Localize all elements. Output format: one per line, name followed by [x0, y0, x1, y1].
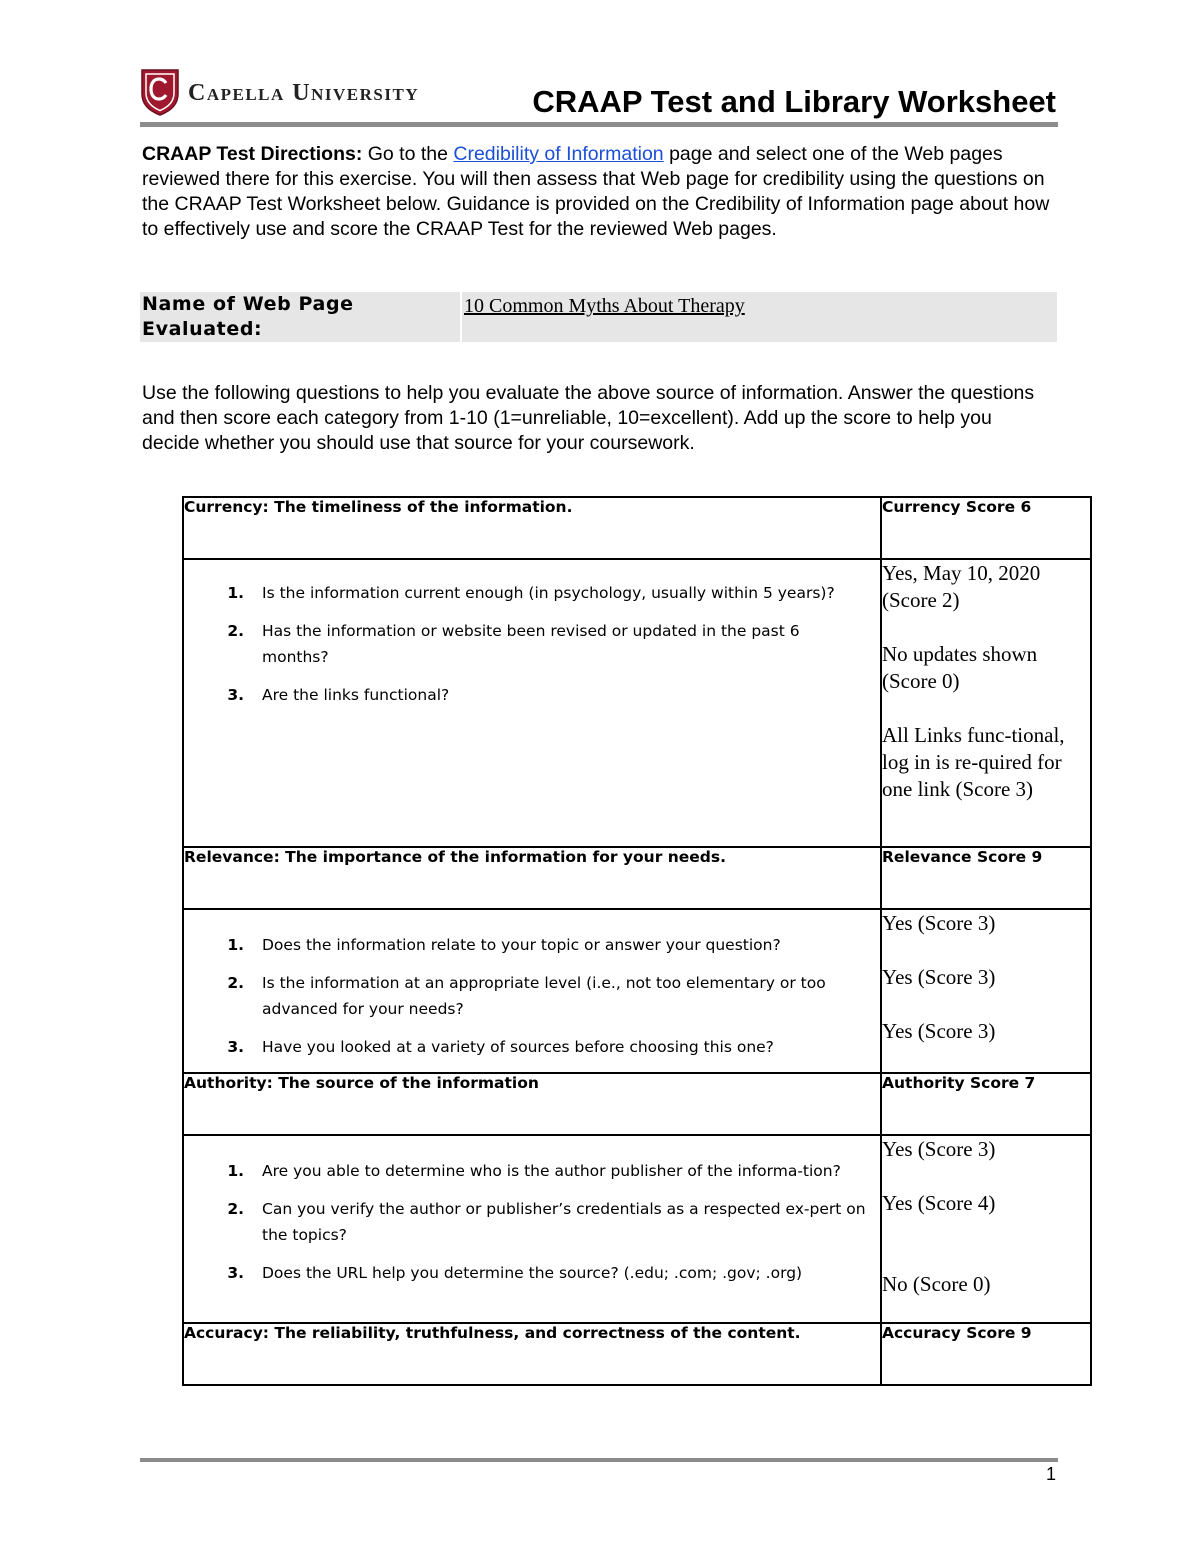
question-item: [184, 1260, 866, 1286]
evaluated-page-name[interactable]: 10 Common Myths About Therapy: [462, 292, 1057, 342]
question-item: [184, 580, 866, 606]
directions-text-after: page and select one of the Web pages reviewed there for this exercise. You will then assess that Web page for credibility using the questions on the CRAAP Test Worksheet below. Guidance is provided on the Credibility of Information page about how to effectively use and score the CRAAP Test for the reviewed Web pages.: [142, 143, 1050, 240]
question-number: 3.: [227, 1264, 244, 1282]
footer-divider: [140, 1458, 1058, 1462]
relevance-header-row: [183, 847, 1091, 909]
accuracy-heading: Accuracy: The reliability, truthfulness, and correctness of the content.: [183, 1323, 881, 1385]
accuracy-header-row: [183, 1323, 1091, 1385]
question-item: [184, 682, 866, 708]
document-title: CRAAP Test and Library Worksheet: [532, 84, 1056, 119]
question-text: Are you able to determine who is the author publisher of the informa-tion?: [262, 1162, 841, 1180]
question-item: [184, 1034, 866, 1060]
shield-icon: [140, 68, 180, 116]
question-number: 2.: [227, 622, 244, 640]
authority-score: Authority Score 7: [881, 1073, 1091, 1135]
answer-text[interactable]: Yes, May 10, 2020 (Score 2): [882, 561, 1041, 612]
authority-questions-row: [183, 1135, 1091, 1323]
craap-table: [182, 496, 1092, 1386]
question-number: 1.: [227, 936, 244, 954]
question-number: 3.: [227, 686, 244, 704]
header-divider: [140, 122, 1058, 127]
directions-paragraph: [142, 142, 1054, 242]
question-number: 2.: [227, 974, 244, 992]
question-text: Has the information or website been revised or updated in the past 6 months?: [262, 622, 800, 666]
question-item: [184, 618, 866, 670]
question-number: 2.: [227, 1200, 244, 1218]
question-text: Is the information at an appropriate level (i.e., not too elementary or too advanced for your needs?: [262, 974, 826, 1018]
question-text: Have you looked at a variety of sources before choosing this one?: [262, 1038, 774, 1056]
authority-heading: Authority: The source of the information: [183, 1073, 881, 1135]
directions-label: CRAAP Test Directions:: [142, 143, 363, 165]
question-number: 3.: [227, 1038, 244, 1056]
question-item: [184, 970, 866, 1022]
answer-text[interactable]: Yes (Score 3): [882, 1019, 996, 1043]
currency-heading: Currency: The timeliness of the information.: [183, 497, 881, 559]
evaluated-label: Name of Web Page Evaluated:: [140, 292, 460, 342]
authority-header-row: [183, 1073, 1091, 1135]
question-number: 1.: [227, 1162, 244, 1180]
answer-text[interactable]: No (Score 0): [882, 1272, 991, 1296]
answer-text[interactable]: Yes (Score 3): [882, 965, 996, 989]
relevance-questions-row: [183, 909, 1091, 1073]
question-item: [184, 932, 866, 958]
capella-logo: [140, 68, 419, 116]
answer-text[interactable]: Yes (Score 4): [882, 1191, 996, 1215]
question-text: Can you verify the author or publisher’s credentials as a respected ex-pert on the topics?: [262, 1200, 866, 1244]
currency-questions-row: [183, 559, 1091, 847]
answer-text[interactable]: Yes (Score 3): [882, 1137, 996, 1161]
credibility-link[interactable]: Credibility of Information: [453, 143, 664, 165]
question-number: 1.: [227, 584, 244, 602]
page-number: 1: [1045, 1464, 1056, 1484]
instructions-paragraph: Use the following questions to help you evaluate the above source of information. Answer the questions and then score each category from 1-10 (1=unreliable, 10=excellent). Add up the score to help you decide whether you should use that source for your coursework.: [142, 382, 1035, 454]
accuracy-score: Accuracy Score 9: [881, 1323, 1091, 1385]
relevance-score: Relevance Score 9: [881, 847, 1091, 909]
question-text: Does the URL help you determine the source? (.edu; .com; .gov; .org): [262, 1264, 803, 1282]
answer-text[interactable]: Yes (Score 3): [882, 911, 996, 935]
currency-header-row: [183, 497, 1091, 559]
university-name: Capella University: [188, 79, 420, 106]
answer-text[interactable]: All Links func-tional, log in is re-quired for one link (Score 3): [882, 723, 1065, 801]
relevance-heading: Relevance: The importance of the information for your needs.: [183, 847, 881, 909]
question-item: [184, 1158, 866, 1184]
question-text: Are the links functional?: [262, 686, 450, 704]
currency-score: Currency Score 6: [881, 497, 1091, 559]
question-text: Is the information current enough (in psychology, usually within 5 years)?: [262, 584, 835, 602]
question-item: [184, 1196, 866, 1248]
directions-text-before: Go to the: [362, 143, 454, 165]
question-text: Does the information relate to your topic or answer your question?: [262, 936, 781, 954]
answer-text[interactable]: No updates shown (Score 0): [882, 642, 1038, 693]
